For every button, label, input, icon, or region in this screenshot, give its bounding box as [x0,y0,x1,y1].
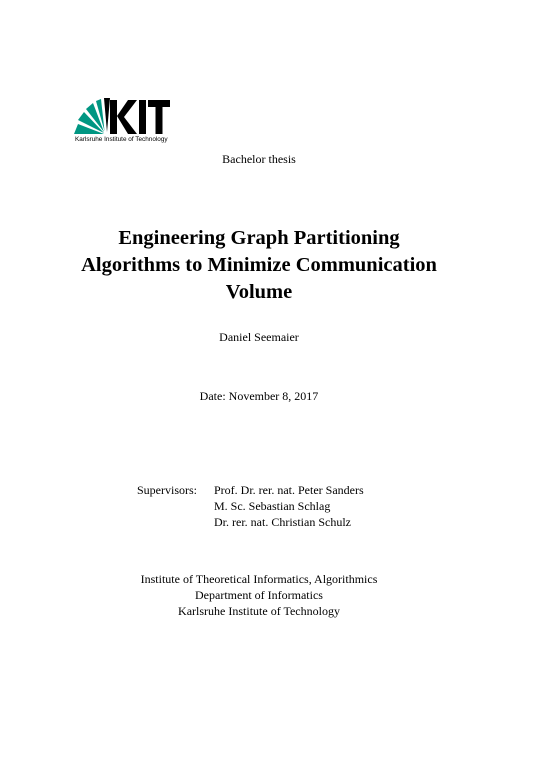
title-line: Engineering Graph Partitioning [118,227,400,249]
supervisor-name: Prof. Dr. rer. nat. Peter Sanders [214,483,364,497]
author-name: Daniel Seemaier [219,330,299,344]
title-line: Volume [225,281,293,303]
supervisors-label: Supervisors: [137,483,197,497]
institution-block [0,571,518,619]
department-line: Department of Informatics [195,588,323,602]
supervisor-list [214,482,364,530]
university-line: Karlsruhe Institute of Technology [178,604,340,618]
supervisor-name: M. Sc. Sebastian Schlag [214,499,331,513]
supervisor-name: Dr. rer. nat. Christian Schulz [214,515,351,529]
title-line: Algorithms to Minimize Communication [81,254,437,276]
institute-line: Institute of Theoretical Informatics, Algorithmics [140,572,378,586]
thesis-type: Bachelor thesis [222,152,296,166]
kit-logo-icon [74,98,174,138]
thesis-title [0,225,518,306]
logo-caption: Karlsruhe Institute of Technology [75,136,168,143]
submission-date: Date: November 8, 2017 [199,389,319,403]
